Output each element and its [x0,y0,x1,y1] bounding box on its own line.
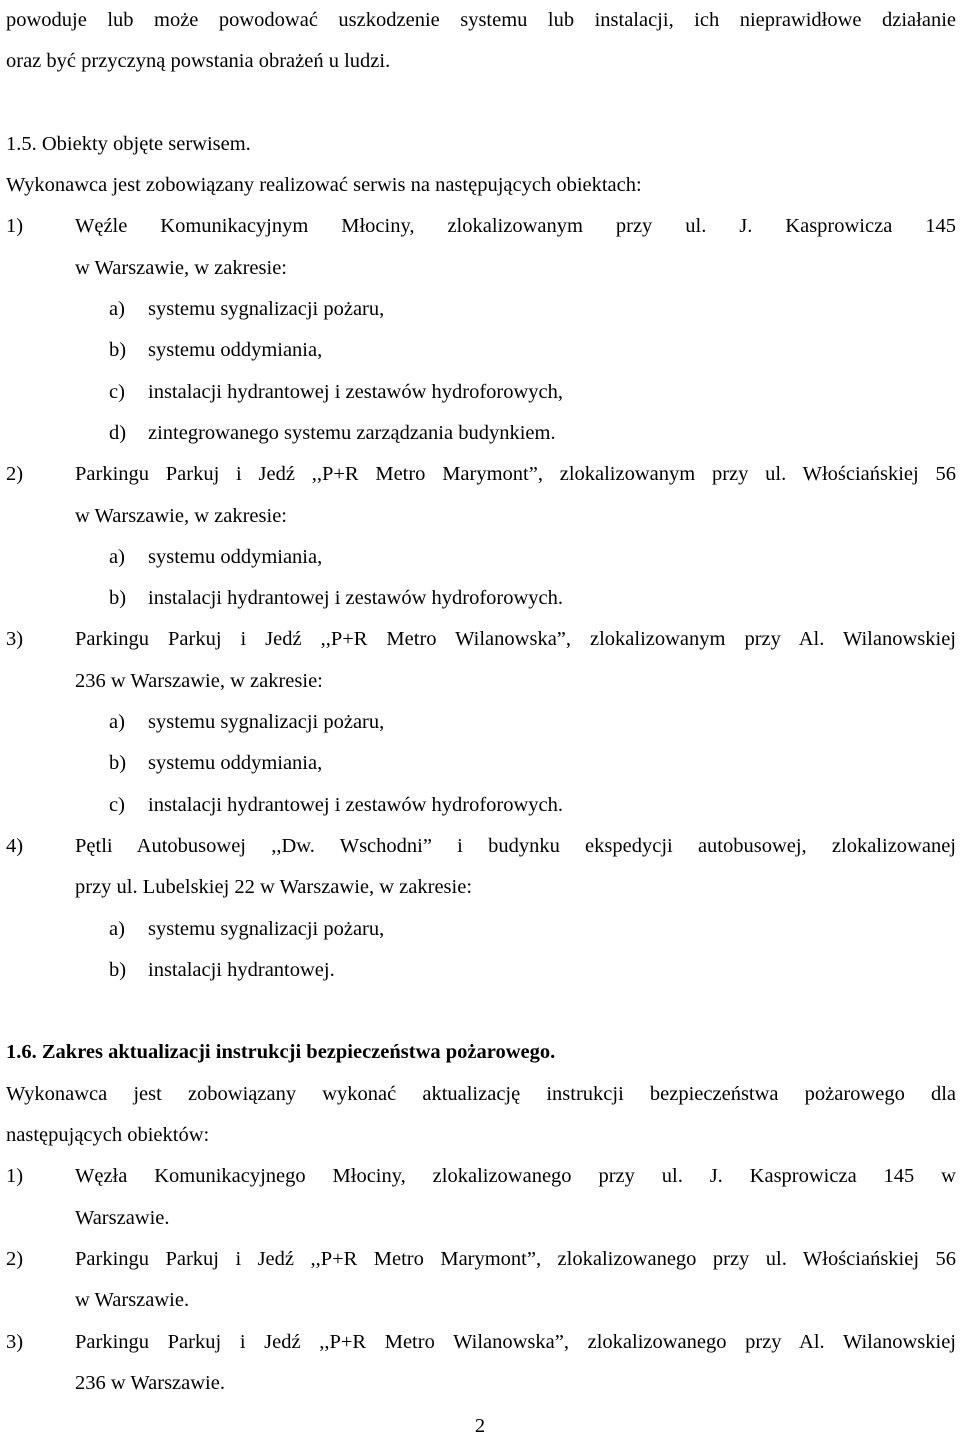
list-number: 1) [6,1165,24,1188]
sub-item [6,950,956,991]
list-item-text: Węzła Komunikacyjnego Młociny, zlokalizowanego przy ul. J. Kasprowicza 145 w [75,1165,956,1188]
sub-item [6,289,956,330]
intro-line-2: oraz być przyczyną powstania obrażeń u ludzi. [6,50,391,73]
list-item [6,206,956,247]
sub-letter: b) [109,587,127,610]
sub-text: instalacji hydrantowej i zestawów hydroforowych. [148,793,564,816]
sub-item [6,743,956,784]
list-number: 3) [6,628,24,651]
list-number: 2) [6,1247,24,1270]
list-item [6,1156,956,1197]
sub-text: systemu oddymiania, [148,339,323,362]
sub-letter: b) [109,752,127,775]
section-1-5-lead: Wykonawca jest zobowiązany realizować serwis na następujących obiektach: [6,174,642,197]
sub-item [6,330,956,371]
sub-text: instalacji hydrantowej. [148,958,335,981]
section-1-5-heading: 1.5. Obiekty objęte serwisem. [6,132,251,155]
list-item [6,1322,956,1363]
sub-text: instalacji hydrantowej i zestawów hydroforowych, [148,380,564,403]
sub-text: instalacji hydrantowej i zestawów hydroforowych. [148,587,564,610]
spacer [6,83,956,124]
sub-item [6,909,956,950]
sub-letter: d) [109,421,127,444]
list-item-continuation: 236 w Warszawie. [75,1371,225,1394]
list-item-text: Parkingu Parkuj i Jedź ,,P+R Metro Marymont”, zlokalizowanym przy ul. Włościańskiej 56 [75,463,956,486]
document-page [6,0,956,1404]
list-item-text: Parkingu Parkuj i Jedź ,,P+R Metro Wilanowska”, zlokalizowanego przy Al. Wilanowskiej [75,1330,956,1353]
sub-text: zintegrowanego systemu zarządzania budynkiem. [148,421,556,444]
sub-text: systemu oddymiania, [148,545,323,568]
page-number: 2 [474,1415,486,1437]
spacer [6,991,956,1032]
section-1-6-lead: Wykonawca jest zobowiązany wykonać aktualizację instrukcji bezpieczeństwa pożarowego dla [6,1082,956,1105]
section-1-6-heading: 1.6. Zakres aktualizacji instrukcji bezpieczeństwa pożarowego. [6,1041,556,1064]
list-item [6,1239,956,1280]
sub-text: systemu sygnalizacji pożaru, [148,711,385,734]
section-1-6-lead-continuation: następujących obiektów: [6,1124,210,1147]
sub-letter: b) [109,339,127,362]
sub-letter: c) [109,793,125,816]
sub-text: systemu oddymiania, [148,752,323,775]
sub-letter: a) [109,545,125,568]
sub-item [6,702,956,743]
list-item-continuation: w Warszawie. [75,1289,190,1312]
sub-item [6,785,956,826]
list-item [6,826,956,867]
list-number: 4) [6,834,24,857]
list-item-continuation: w Warszawie, w zakresie: [75,256,287,279]
sub-item [6,537,956,578]
list-item-text: Węźle Komunikacyjnym Młociny, zlokalizowanym przy ul. J. Kasprowicza 145 [75,215,956,238]
list-number: 2) [6,463,24,486]
sub-letter: c) [109,380,125,403]
list-item-continuation: przy ul. Lubelskiej 22 w Warszawie, w zakresie: [75,876,473,899]
intro-line-1: powoduje lub może powodować uszkodzenie systemu lub instalacji, ich nieprawidłowe działanie [6,9,956,31]
sub-item [6,578,956,619]
sub-letter: b) [109,958,127,981]
sub-letter: a) [109,917,125,940]
sub-letter: a) [109,711,125,734]
list-item-continuation: w Warszawie, w zakresie: [75,504,287,527]
list-number: 1) [6,215,24,238]
list-item [6,619,956,660]
sub-item [6,413,956,454]
sub-letter: a) [109,298,125,321]
sub-text: systemu sygnalizacji pożaru, [148,917,385,940]
sub-text: systemu sygnalizacji pożaru, [148,298,385,321]
list-item-text: Pętli Autobusowej ,,Dw. Wschodni” i budynku ekspedycji autobusowej, zlokalizowanej [75,834,956,857]
list-item-continuation: 236 w Warszawie, w zakresie: [75,669,323,692]
list-item [6,454,956,495]
list-item-continuation: Warszawie. [75,1206,170,1229]
list-number: 3) [6,1330,24,1353]
sub-item [6,372,956,413]
list-item-text: Parkingu Parkuj i Jedź ,,P+R Metro Marymont”, zlokalizowanego przy ul. Włościańskiej 56 [75,1247,956,1270]
list-item-text: Parkingu Parkuj i Jedź ,,P+R Metro Wilanowska”, zlokalizowanym przy Al. Wilanowskiej [75,628,956,651]
